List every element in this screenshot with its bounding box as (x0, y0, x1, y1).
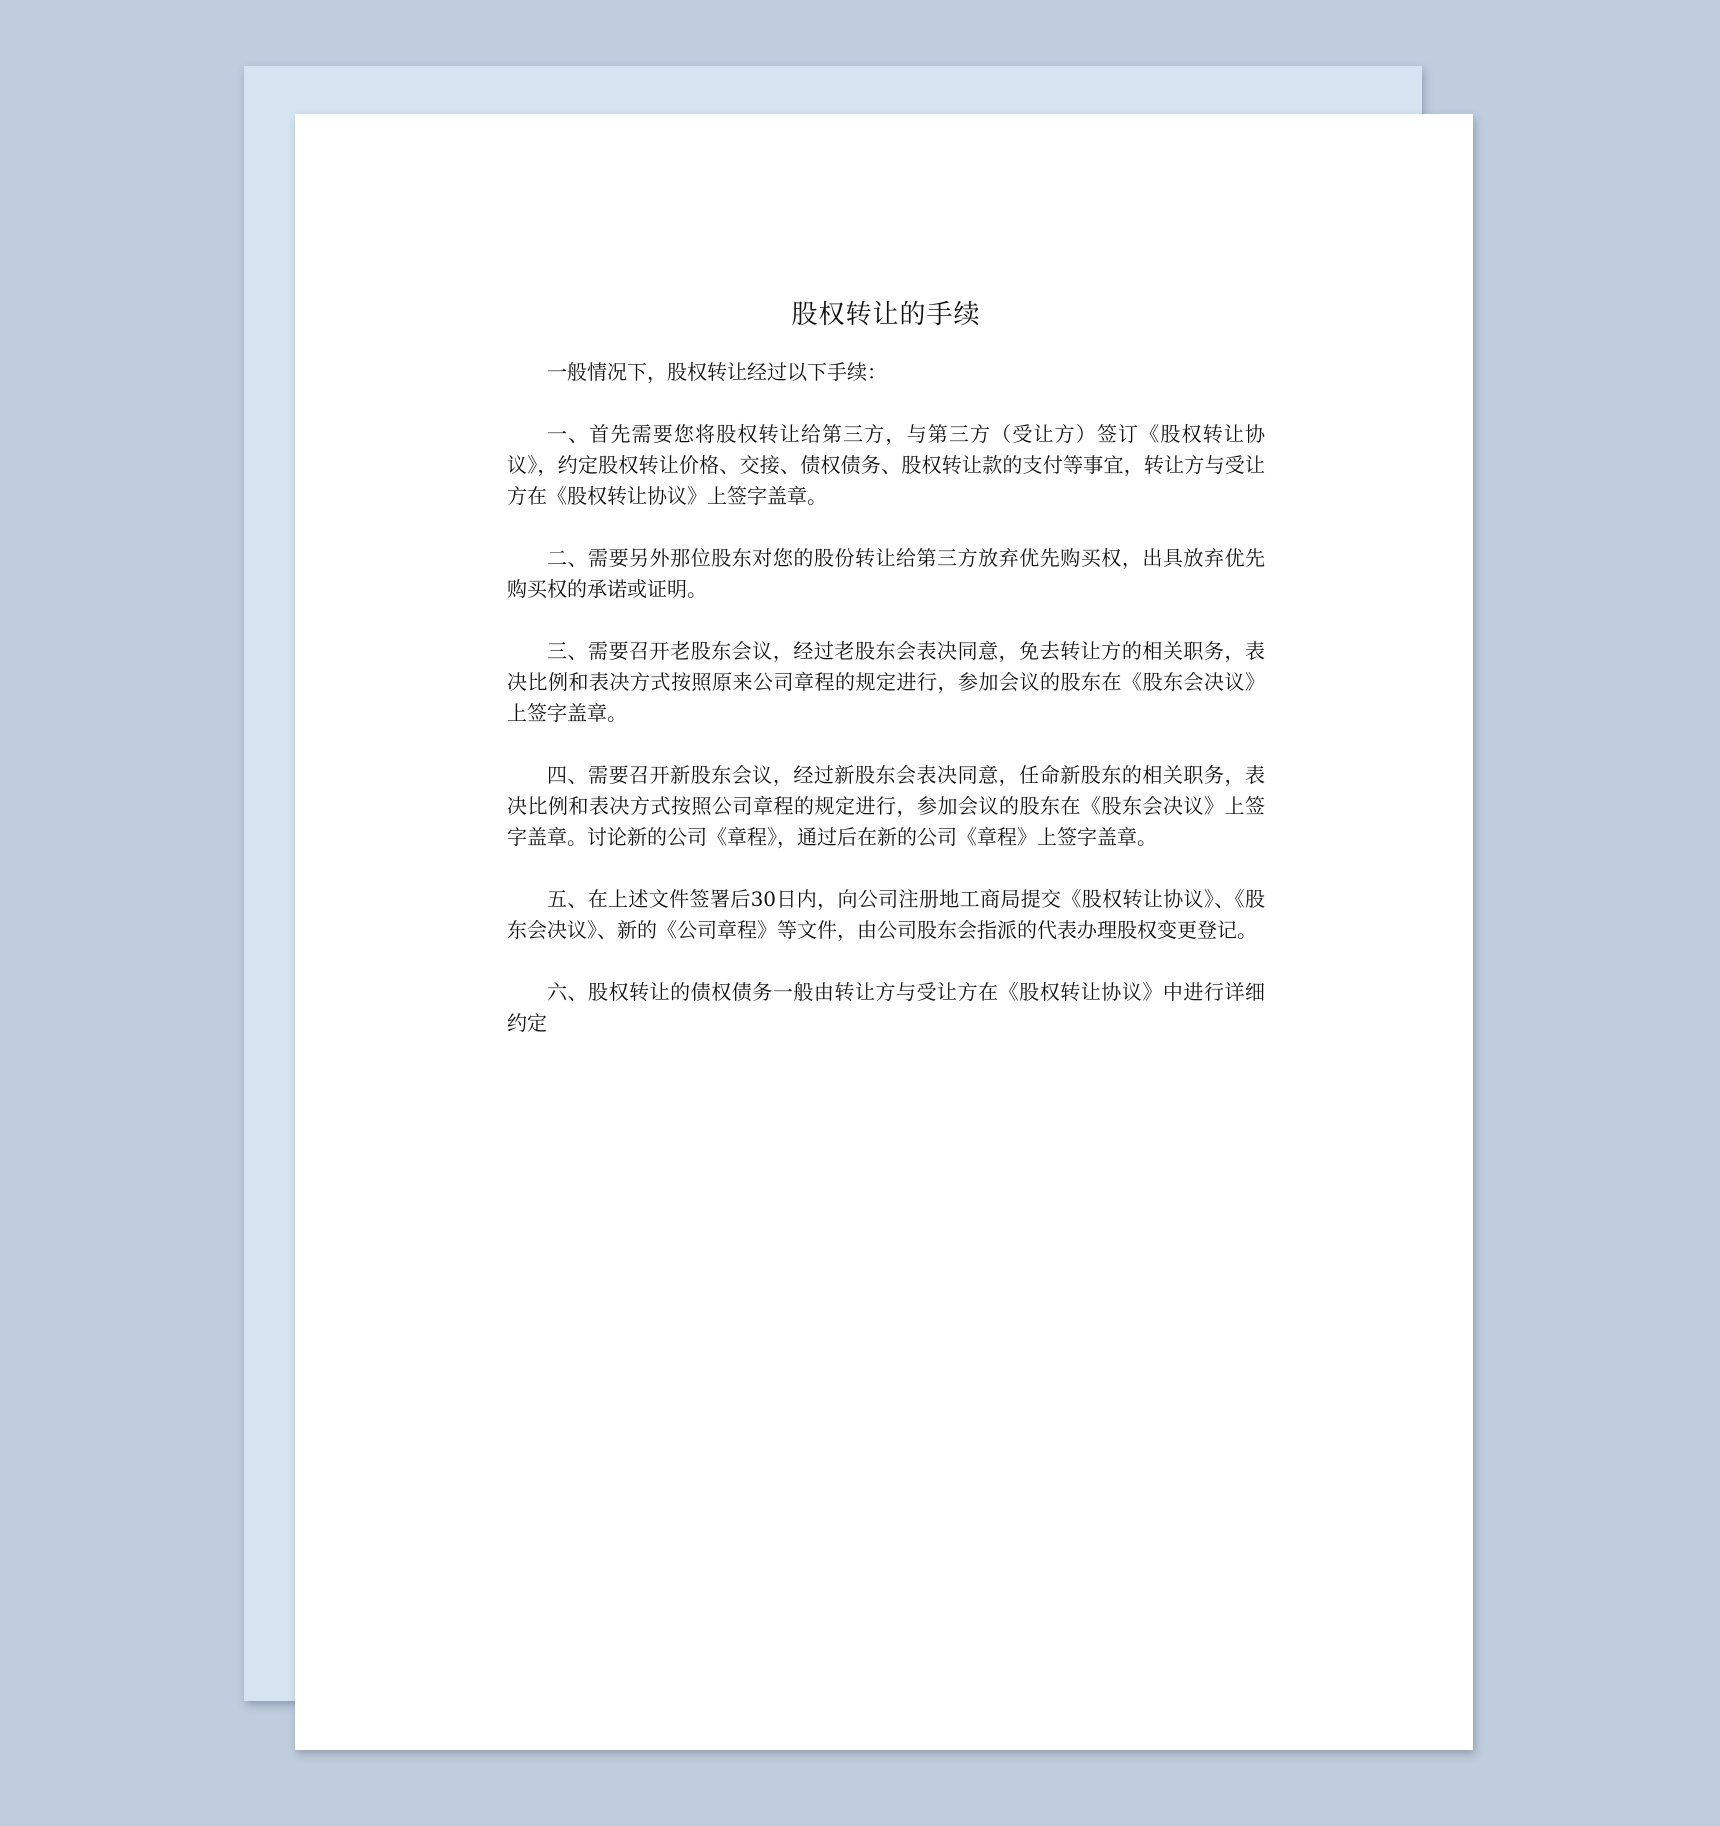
paragraph-step-4: 四、需要召开新股东会议，经过新股东会表决同意，任命新股东的相关职务，表决比例和表决方式按照公司章程的规定进行，参加会议的股东在《股东会决议》上签字盖章。讨论新的公司《章程》，通过后在新的公司《章程》上签字盖章。 (507, 763, 1265, 849)
paragraph-step-3: 三、需要召开老股东会议，经过老股东会表决同意，免去转让方的相关职务，表决比例和表决方式按照原来公司章程的规定进行，参加会议的股东在《股东会决议》上签字盖章。 (507, 639, 1265, 725)
document-title: 股权转让的手续 (791, 300, 981, 330)
document-body (507, 295, 1265, 1070)
paragraph-step-5: 五、在上述文件签署后30日内，向公司注册地工商局提交《股权转让协议》、《股东会决议》、新的《公司章程》等文件，由公司股东会指派的代表办理股权变更登记。 (507, 887, 1265, 942)
paragraph-intro: 一般情况下，股权转让经过以下手续： (547, 360, 887, 384)
paragraph-step-2: 二、需要另外那位股东对您的股份转让给第三方放弃优先购买权，出具放弃优先购买权的承诺或证明。 (507, 546, 1265, 601)
document-page (295, 114, 1473, 1750)
paragraph-step-6: 六、股权转让的债权债务一般由转让方与受让方在《股权转让协议》中进行详细约定 (507, 980, 1265, 1035)
paragraph-step-1: 一、首先需要您将股权转让给第三方，与第三方（受让方）签订《股权转让协议》，约定股权转让价格、交接、债权债务、股权转让款的支付等事宜，转让方与受让方在《股权转让协议》上签字盖章。 (507, 422, 1265, 508)
